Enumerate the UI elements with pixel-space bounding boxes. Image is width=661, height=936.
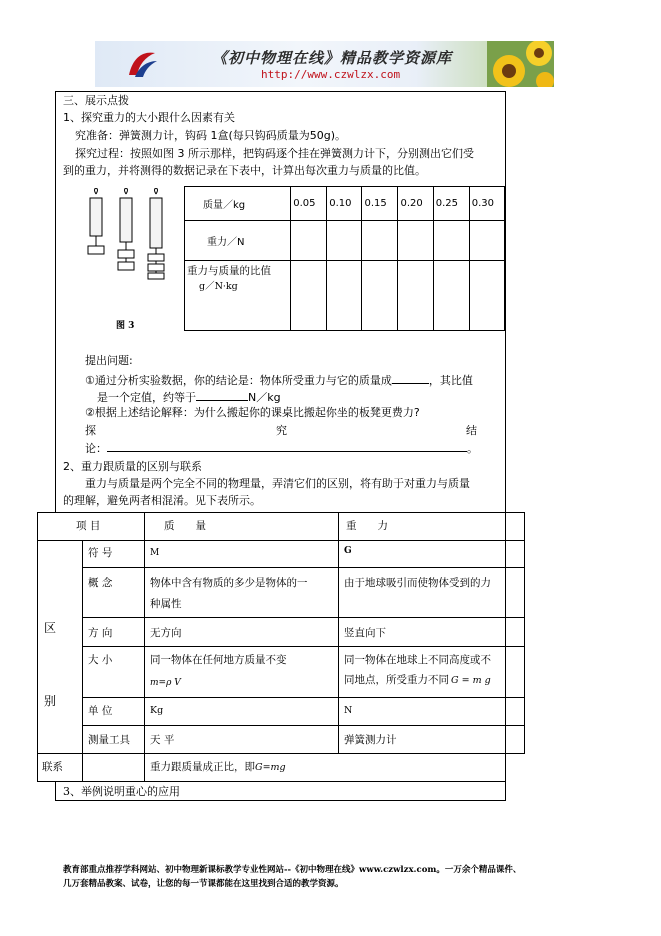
answer-blank-ratio[interactable]: [196, 389, 248, 401]
page-footer: [63, 863, 603, 891]
header-gravity: 重 力: [346, 520, 388, 532]
ask-title: 提出问题:: [85, 354, 133, 367]
frame-top-line: [55, 91, 506, 92]
table-cell: 0.15: [362, 187, 398, 221]
grid-line: [82, 725, 525, 726]
answer-blank-proportion[interactable]: [392, 372, 429, 384]
sunflower-icon: [487, 41, 554, 87]
table-cell-input[interactable]: [398, 221, 433, 261]
row-label-unit: 单 位: [88, 705, 113, 717]
grid-line: [37, 540, 525, 541]
answer-blank-conclusion[interactable]: [107, 440, 467, 452]
grid-line: [37, 781, 506, 782]
table-cell-input[interactable]: [362, 221, 398, 261]
gravity-direction: 竖直向下: [344, 627, 386, 639]
grid-line: [82, 697, 525, 698]
footer-line2: 几万套精品教案、试卷，让您的每一节课都能在这里找到合适的教学资源。: [63, 879, 344, 889]
mass-formula: m=ρ V: [150, 678, 181, 688]
gravity-size-text: 同地点，所受重力不同: [344, 674, 449, 686]
row-label-size: 大 小: [88, 654, 113, 666]
grid-line: [82, 617, 525, 618]
q3-title: 3、举例说明重心的应用: [63, 785, 180, 798]
ask1-text-b: ，其比值: [428, 374, 473, 387]
q1-title: 1、探究重力的大小跟什么因素有关: [63, 111, 235, 124]
table-row-gravity: [185, 221, 505, 261]
link-text-body: 重力跟质量成正比，即: [150, 761, 255, 773]
grid-line: [524, 512, 525, 754]
ask1-line1: [85, 372, 473, 388]
grid-line: [144, 512, 145, 781]
header-item: 项 目: [76, 520, 101, 532]
q1-prep: 究准备：弹簧测力计，钩码 1盒(每只钩码质量为50g)。: [75, 129, 347, 142]
link-text: [150, 760, 286, 775]
gravity-tool: 弹簧测力计: [344, 734, 397, 746]
header-banner: [95, 41, 554, 87]
grid-line: [55, 800, 506, 801]
table-cell: 0.30: [469, 187, 504, 221]
frame-right-line: [505, 91, 506, 800]
mass-tool: 天 平: [150, 734, 175, 746]
gravity-size-2: [344, 673, 491, 688]
side-label-b: 别: [44, 694, 57, 708]
ratio-label: 重力与质量的比值: [187, 265, 271, 277]
gravity-formula: G = m g: [451, 675, 491, 686]
grid-line: [37, 512, 38, 782]
gravity-symbol: G: [344, 546, 352, 556]
ask1-line2: [97, 389, 281, 405]
row-label-mass: 质量／kg: [185, 187, 291, 221]
conclusion-c: 结: [466, 424, 477, 437]
mass-unit: Kg: [150, 705, 164, 716]
row-label-concept: 概 念: [88, 577, 113, 589]
mass-direction: 无方向: [150, 627, 182, 639]
table-row-ratio: [185, 261, 505, 331]
table-cell-input[interactable]: [433, 261, 469, 331]
spring-scale-figure: [82, 188, 174, 280]
figure-caption: 图 3: [116, 321, 135, 331]
data-table: [184, 186, 505, 331]
banner-title: 《初中物理在线》精品教学资源库: [212, 49, 453, 67]
table-cell-input[interactable]: [398, 261, 433, 331]
banner-url: http://www.czwlzx.com: [261, 68, 401, 81]
grid-line: [82, 540, 83, 781]
ratio-unit: g／N·kg: [199, 281, 238, 292]
conclusion-end: 。: [467, 442, 478, 455]
table-cell-input[interactable]: [327, 261, 362, 331]
ask2-line: ②根据上述结论解释：为什么搬起你的课桌比搬起你坐的板凳更费力?: [85, 406, 420, 419]
q2-line2: 的理解，避免两者相混淆。见下表所示。: [63, 494, 261, 507]
table-cell: 0.25: [433, 187, 469, 221]
table-cell-input[interactable]: [327, 221, 362, 261]
conclusion-b: 究: [276, 424, 287, 437]
mass-concept-1: 物体中含有物质的多少是物体的一: [150, 577, 308, 589]
table-cell-input[interactable]: [362, 261, 398, 331]
table-cell-input[interactable]: [433, 221, 469, 261]
gravity-size-1: 同一物体在地球上不同高度或不: [344, 654, 491, 666]
gravity-unit: N: [344, 705, 353, 716]
link-label: 联系: [42, 761, 63, 773]
table-cell-input[interactable]: [469, 221, 504, 261]
grid-line: [82, 646, 525, 647]
row-label-tool: 测量工具: [88, 734, 130, 746]
q1-process-line2: 到的重力，并将测得的数据记录在下表中，计算出每次重力与质量的比值。: [63, 164, 426, 177]
ask1-text-c: 是一个定值，约等于: [97, 391, 196, 404]
frame-left-line: [55, 91, 56, 512]
table-cell-input[interactable]: [469, 261, 504, 331]
row-label-direction: 方 向: [88, 627, 113, 639]
row-label-ratio: [185, 261, 291, 331]
gravity-concept: 由于地球吸引而使物体受到的力: [344, 577, 491, 589]
site-logo-icon: [125, 47, 159, 81]
table-cell: 0.05: [291, 187, 327, 221]
conclusion-line: [85, 440, 478, 456]
ask1-text-a: ①通过分析实验数据，你的结论是：物体所受重力与它的质量成: [85, 374, 392, 387]
q2-line1: 重力与质量是两个完全不同的物理量，弄清它们的区别，将有助于对重力与质量: [85, 477, 470, 490]
conclusion-a: 探: [85, 424, 96, 437]
table-cell-input[interactable]: [291, 261, 327, 331]
table-row-mass: [185, 187, 505, 221]
grid-line: [37, 753, 525, 754]
conclusion-d: 论：: [85, 442, 107, 455]
table-cell-input[interactable]: [291, 221, 327, 261]
row-label-gravity: 重力／N: [185, 221, 291, 261]
grid-line: [82, 567, 525, 568]
q2-title: 2、重力跟质量的区别与联系: [63, 460, 202, 473]
mass-concept-2: 种属性: [150, 598, 182, 610]
footer-line1: 教育部重点推荐学科网站、初中物理新课标教学专业性网站--《初中物理在线》www.czwlzx.com。一万余个精品课件、: [63, 865, 522, 875]
mass-symbol: M: [150, 548, 160, 558]
grid-line: [338, 512, 339, 754]
row-label-symbol: 符 号: [88, 547, 113, 559]
table-cell: 0.10: [327, 187, 362, 221]
grid-line: [55, 781, 56, 801]
mass-size-1: 同一物体在任何地方质量不变: [150, 654, 287, 666]
section-title: 三、展示点拨: [63, 94, 129, 107]
grid-line: [37, 512, 525, 513]
table-cell: 0.20: [398, 187, 433, 221]
side-label-a: 区: [44, 621, 57, 635]
ask1-unit: N／kg: [248, 391, 281, 404]
header-mass: 质 量: [164, 520, 206, 532]
q1-process-line1: 探究过程：按照如图 3 所示那样，把钩码逐个挂在弹簧测力计下，分别测出它们受: [75, 147, 474, 160]
link-formula: G=mg: [255, 762, 286, 773]
